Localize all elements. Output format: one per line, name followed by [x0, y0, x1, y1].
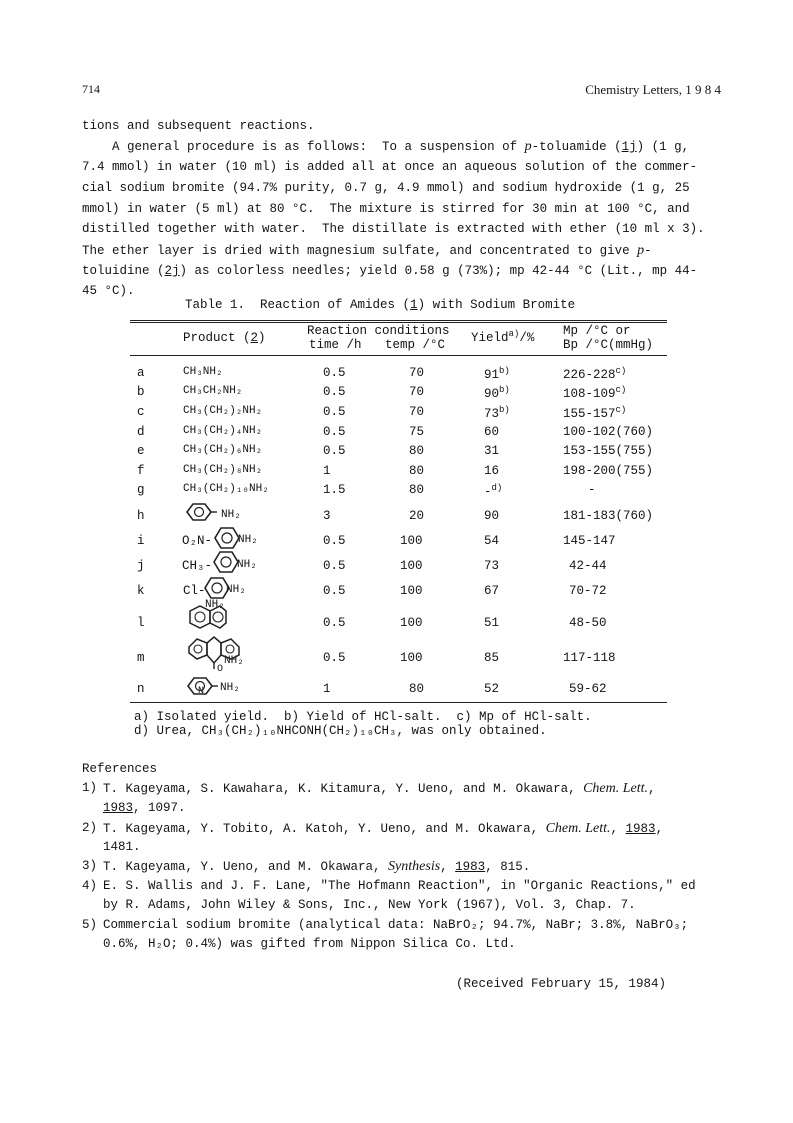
mp-value: 100-102(760) — [563, 425, 654, 439]
reference-line — [103, 859, 530, 875]
mp-cell — [563, 385, 626, 401]
top-rule — [130, 322, 667, 323]
mp-cell — [563, 405, 626, 421]
mp-cell — [569, 682, 607, 696]
mp-value: 59-62 — [569, 682, 607, 696]
footnote-marker: a) — [508, 329, 520, 339]
mp-value: 117-118 — [563, 651, 616, 665]
reaction-temp: 100 — [400, 651, 423, 665]
yield-cell — [484, 651, 499, 665]
page-number: 714 — [82, 82, 100, 96]
compound-ref: 1j — [621, 140, 637, 154]
mp-cell — [569, 584, 607, 598]
text-run: , 815. — [485, 860, 531, 874]
text-run: The ether layer is dried with magnesium sulfate, and concentrated to give — [82, 244, 638, 258]
col-header-time: time /h — [309, 338, 362, 352]
reaction-temp: 80 — [409, 444, 425, 458]
reference-number: 5) — [82, 918, 98, 932]
reaction-time: 0.5 — [323, 405, 346, 419]
yield-value: 16 — [484, 464, 500, 478]
mp-cell — [563, 534, 616, 548]
reaction-time: 0.5 — [323, 385, 346, 399]
footnote-marker: b) — [499, 405, 510, 415]
mp-cell — [563, 444, 653, 458]
yield-value: 60 — [484, 425, 500, 439]
yield-cell — [484, 425, 499, 439]
text-run: ) with Sodium Bromite — [417, 298, 576, 312]
body-line: distilled together with water. The distillate is extracted with ether (10 ml x 3). — [82, 222, 705, 236]
reaction-time: 1 — [323, 464, 331, 478]
yield-cell — [484, 464, 499, 478]
reference-line — [103, 801, 186, 815]
reaction-time: 0.5 — [323, 425, 346, 439]
product-formula: NH₂ — [237, 559, 257, 571]
row-label: l — [137, 616, 145, 630]
text-run: , — [610, 822, 626, 836]
col-header-yield — [471, 329, 534, 345]
text-run: , — [655, 822, 664, 836]
footnote-marker: c) — [615, 405, 627, 415]
product-formula: CH₃(CH₂)₄NH₂ — [183, 425, 263, 437]
mp-value: 145-147 — [563, 534, 616, 548]
text-run: /% — [519, 331, 535, 345]
text-run: -toluamide ( — [531, 140, 622, 154]
mp-cell — [563, 366, 626, 382]
body-line: 45 °C). — [82, 284, 135, 298]
text-run: toluidine ( — [82, 264, 165, 278]
product-formula: CH₃CH₂NH₂ — [183, 385, 243, 397]
product-formula: CH₃(CH₂)₁₀NH₂ — [183, 483, 269, 495]
reference-line: E. S. Wallis and J. F. Lane, "The Hofmann Reaction", in "Organic Reactions," ed — [103, 879, 696, 893]
body-line: tions and subsequent reactions. — [82, 119, 315, 133]
reaction-temp: 70 — [409, 385, 425, 399]
references-heading: References — [82, 762, 158, 776]
yield-cell — [484, 534, 499, 548]
row-label: j — [137, 559, 145, 573]
reaction-time: 0.5 — [323, 534, 346, 548]
reference-year: 1983 — [455, 860, 486, 874]
reaction-temp: 70 — [409, 366, 425, 380]
mp-cell — [563, 651, 616, 665]
yield-value: - — [484, 485, 492, 499]
yield-value: 90 — [484, 387, 500, 401]
row-label: n — [137, 682, 145, 696]
text-run: - — [644, 244, 652, 258]
product-formula: NH₂ — [205, 599, 225, 611]
yield-value: 67 — [484, 584, 500, 598]
yield-cell — [484, 444, 499, 458]
table-footnote: d) Urea, CH₃(CH₂)₁₀NHCONH(CH₂)₁₀CH₃, was only obtained. — [134, 724, 547, 738]
italic-run: p — [524, 139, 532, 154]
yield-value: 54 — [484, 534, 500, 548]
reaction-time: 0.5 — [323, 616, 346, 630]
mp-value: 226-228 — [563, 368, 616, 382]
text-run: Product ( — [183, 331, 251, 345]
mp-cell — [569, 559, 607, 573]
yield-cell — [484, 682, 499, 696]
reaction-temp: 70 — [409, 405, 425, 419]
row-label: c — [137, 405, 145, 419]
yield-cell — [484, 366, 510, 382]
row-label: g — [137, 483, 145, 497]
reference-number: 4) — [82, 879, 98, 893]
benzene-ring-icon — [203, 576, 233, 600]
product-formula: NH₂ — [220, 682, 240, 694]
footnote-marker: c) — [615, 385, 627, 395]
row-label: i — [137, 534, 145, 548]
yield-cell — [484, 616, 499, 630]
yield-cell — [484, 385, 510, 401]
text-run: ) as colorless needles; yield 0.58 g (73%); mp 42-44 °C (Lit., mp 44- — [179, 264, 698, 278]
reaction-temp: 80 — [409, 464, 425, 478]
mp-cell — [563, 464, 653, 478]
footnote-marker: c) — [615, 366, 627, 376]
fluorenone-ring-icon — [187, 633, 247, 673]
reaction-temp: 100 — [400, 559, 423, 573]
product-formula: NH₂ — [224, 655, 244, 667]
yield-value: 31 — [484, 444, 500, 458]
reaction-temp: 100 — [400, 534, 423, 548]
text-run: , — [440, 860, 456, 874]
benzene-ring-icon — [185, 502, 221, 522]
compound-ref: 2j — [164, 264, 180, 278]
body-line: mmol) in water (5 ml) at 80 °C. The mixture is stirred for 30 min at 100 °C, and — [82, 202, 690, 216]
journal-title: Chemistry Letters, 1 9 8 4 — [585, 82, 721, 97]
benzene-ring-icon — [213, 526, 243, 550]
yield-value: 51 — [484, 616, 500, 630]
yield-value: 85 — [484, 651, 500, 665]
reaction-temp: 100 — [400, 584, 423, 598]
received-date: (Received February 15, 1984) — [456, 977, 667, 991]
text-run: T. Kageyama, S. Kawahara, K. Kitamura, Y. Ueno, and M. Okawara, — [103, 782, 584, 796]
reaction-time: 0.5 — [323, 444, 346, 458]
mp-value: 48-50 — [569, 616, 607, 630]
footnote-marker: d) — [491, 483, 503, 493]
reaction-time: 0.5 — [323, 584, 346, 598]
text-run: T. Kageyama, Y. Ueno, and M. Okawara, — [103, 860, 389, 874]
reaction-time: 0.5 — [323, 366, 346, 380]
product-formula: CH₃(CH₂)₂NH₂ — [183, 405, 263, 417]
body-line — [82, 243, 652, 259]
product-formula: NH₂ — [226, 584, 246, 596]
reaction-temp: 100 — [400, 616, 423, 630]
reaction-temp: 75 — [409, 425, 425, 439]
yield-cell — [484, 405, 510, 421]
mp-value: 153-155(755) — [563, 444, 654, 458]
reference-line: 0.6%, H₂O; 0.4%) was gifted from Nippon Silica Co. Ltd. — [103, 937, 516, 951]
mp-value: 70-72 — [569, 584, 607, 598]
benzene-ring-icon — [212, 550, 242, 574]
yield-cell — [484, 509, 499, 523]
body-line: 7.4 mmol) in water (10 ml) is added all at once an aqueous solution of the commer- — [82, 160, 698, 174]
row-label: h — [137, 509, 145, 523]
col-header-product — [183, 331, 266, 345]
row-label: m — [137, 651, 145, 665]
journal-name: Chem. Lett. — [545, 821, 611, 836]
row-label: e — [137, 444, 145, 458]
reference-number: 2) — [82, 821, 98, 835]
reaction-time: 1 — [323, 682, 331, 696]
product-formula: NH₂ — [238, 534, 258, 546]
text-run: Yield — [471, 331, 509, 345]
yield-value: 91 — [484, 368, 500, 382]
footnote-marker: b) — [499, 385, 510, 395]
journal-name: Chem. Lett. — [583, 781, 649, 796]
reference-number: 1) — [82, 781, 98, 795]
row-label: a — [137, 366, 145, 380]
product-substituent: CH₃- — [182, 559, 213, 573]
mp-cell — [588, 483, 596, 497]
mp-value: - — [588, 483, 596, 497]
journal-name: Synthesis — [388, 859, 441, 874]
mp-cell — [563, 425, 653, 439]
italic-run: p — [637, 243, 645, 258]
product-nitrogen-label: N — [198, 686, 205, 697]
compound-ref: 1 — [410, 298, 418, 312]
row-label: f — [137, 464, 145, 478]
reaction-time: 1.5 — [323, 483, 346, 497]
reaction-temp: 20 — [409, 509, 425, 523]
reference-line: 1481. — [103, 840, 141, 854]
yield-cell — [484, 584, 499, 598]
yield-cell — [484, 559, 499, 573]
reaction-time: 3 — [323, 509, 331, 523]
text-run: ) — [258, 331, 266, 345]
reference-line: Commercial sodium bromite (analytical data: NaBrO₂; 94.7%, NaBr; 3.8%, NaBrO₃; — [103, 918, 689, 932]
mp-value: 42-44 — [569, 559, 607, 573]
product-formula: NH₂ — [221, 509, 241, 521]
reference-number: 3) — [82, 859, 98, 873]
text-run: T. Kageyama, Y. Tobito, A. Katoh, Y. Ueno, and M. Okawara, — [103, 822, 546, 836]
compound-ref: 2 — [250, 331, 259, 345]
bottom-rule — [130, 702, 667, 703]
pyridine-ring-icon — [186, 676, 224, 696]
col-header-mp: Mp /°C or — [563, 324, 631, 338]
yield-value: 90 — [484, 509, 500, 523]
reaction-time: 0.5 — [323, 651, 346, 665]
footnote-marker: b) — [499, 366, 510, 376]
table-caption — [185, 298, 575, 312]
col-header-bp: Bp /°C(mmHg) — [563, 338, 654, 352]
reference-year: 1983 — [625, 822, 656, 836]
product-substituent: O₂N- — [182, 534, 213, 548]
text-run: A general procedure is as follows: To a suspension of — [82, 140, 525, 154]
product-formula: CH₃(CH₂)₈NH₂ — [183, 464, 263, 476]
yield-cell — [484, 483, 502, 499]
reaction-time: 0.5 — [323, 559, 346, 573]
mp-value: 181-183(760) — [563, 509, 654, 523]
text-run: , — [648, 782, 656, 796]
row-label: b — [137, 385, 145, 399]
text-run: , 1097. — [133, 801, 186, 815]
reaction-temp: 80 — [409, 483, 425, 497]
header-rule — [130, 355, 667, 356]
product-formula: CH₃(CH₂)₆NH₂ — [183, 444, 263, 456]
body-line — [82, 139, 689, 155]
yield-value: 73 — [484, 407, 500, 421]
row-label: k — [137, 584, 145, 598]
reference-line — [103, 821, 663, 837]
mp-value: 108-109 — [563, 387, 616, 401]
body-line — [82, 264, 697, 278]
yield-value: 52 — [484, 682, 500, 696]
col-header-conditions: Reaction conditions — [307, 324, 450, 338]
yield-value: 73 — [484, 559, 500, 573]
reference-line — [103, 781, 656, 797]
body-line: cial sodium bromite (94.7% purity, 0.7 g, 4.9 mmol) and sodium hydroxide (1 g, 25 — [82, 181, 690, 195]
product-formula: CH₃NH₂ — [183, 366, 223, 378]
mp-value: 198-200(755) — [563, 464, 654, 478]
col-header-temp: temp /°C — [385, 338, 446, 352]
reference-line: by R. Adams, John Wiley & Sons, Inc., New York (1967), Vol. 3, Chap. 7. — [103, 898, 636, 912]
reference-year: 1983 — [103, 801, 134, 815]
naphthalene-ring-icon — [184, 605, 228, 635]
top-rule — [130, 320, 667, 321]
text-run: Table 1. Reaction of Amides ( — [185, 298, 411, 312]
mp-cell — [563, 509, 653, 523]
text-run: ) (1 g, — [636, 140, 690, 154]
mp-cell — [569, 616, 607, 630]
product-substituent: Cl- — [183, 584, 206, 598]
mp-value: 155-157 — [563, 407, 616, 421]
reaction-temp: 80 — [409, 682, 425, 696]
product-oxygen-label: O — [217, 664, 224, 675]
row-label: d — [137, 425, 145, 439]
table-footnote: a) Isolated yield. b) Yield of HCl-salt. c) Mp of HCl-salt. — [134, 710, 592, 724]
